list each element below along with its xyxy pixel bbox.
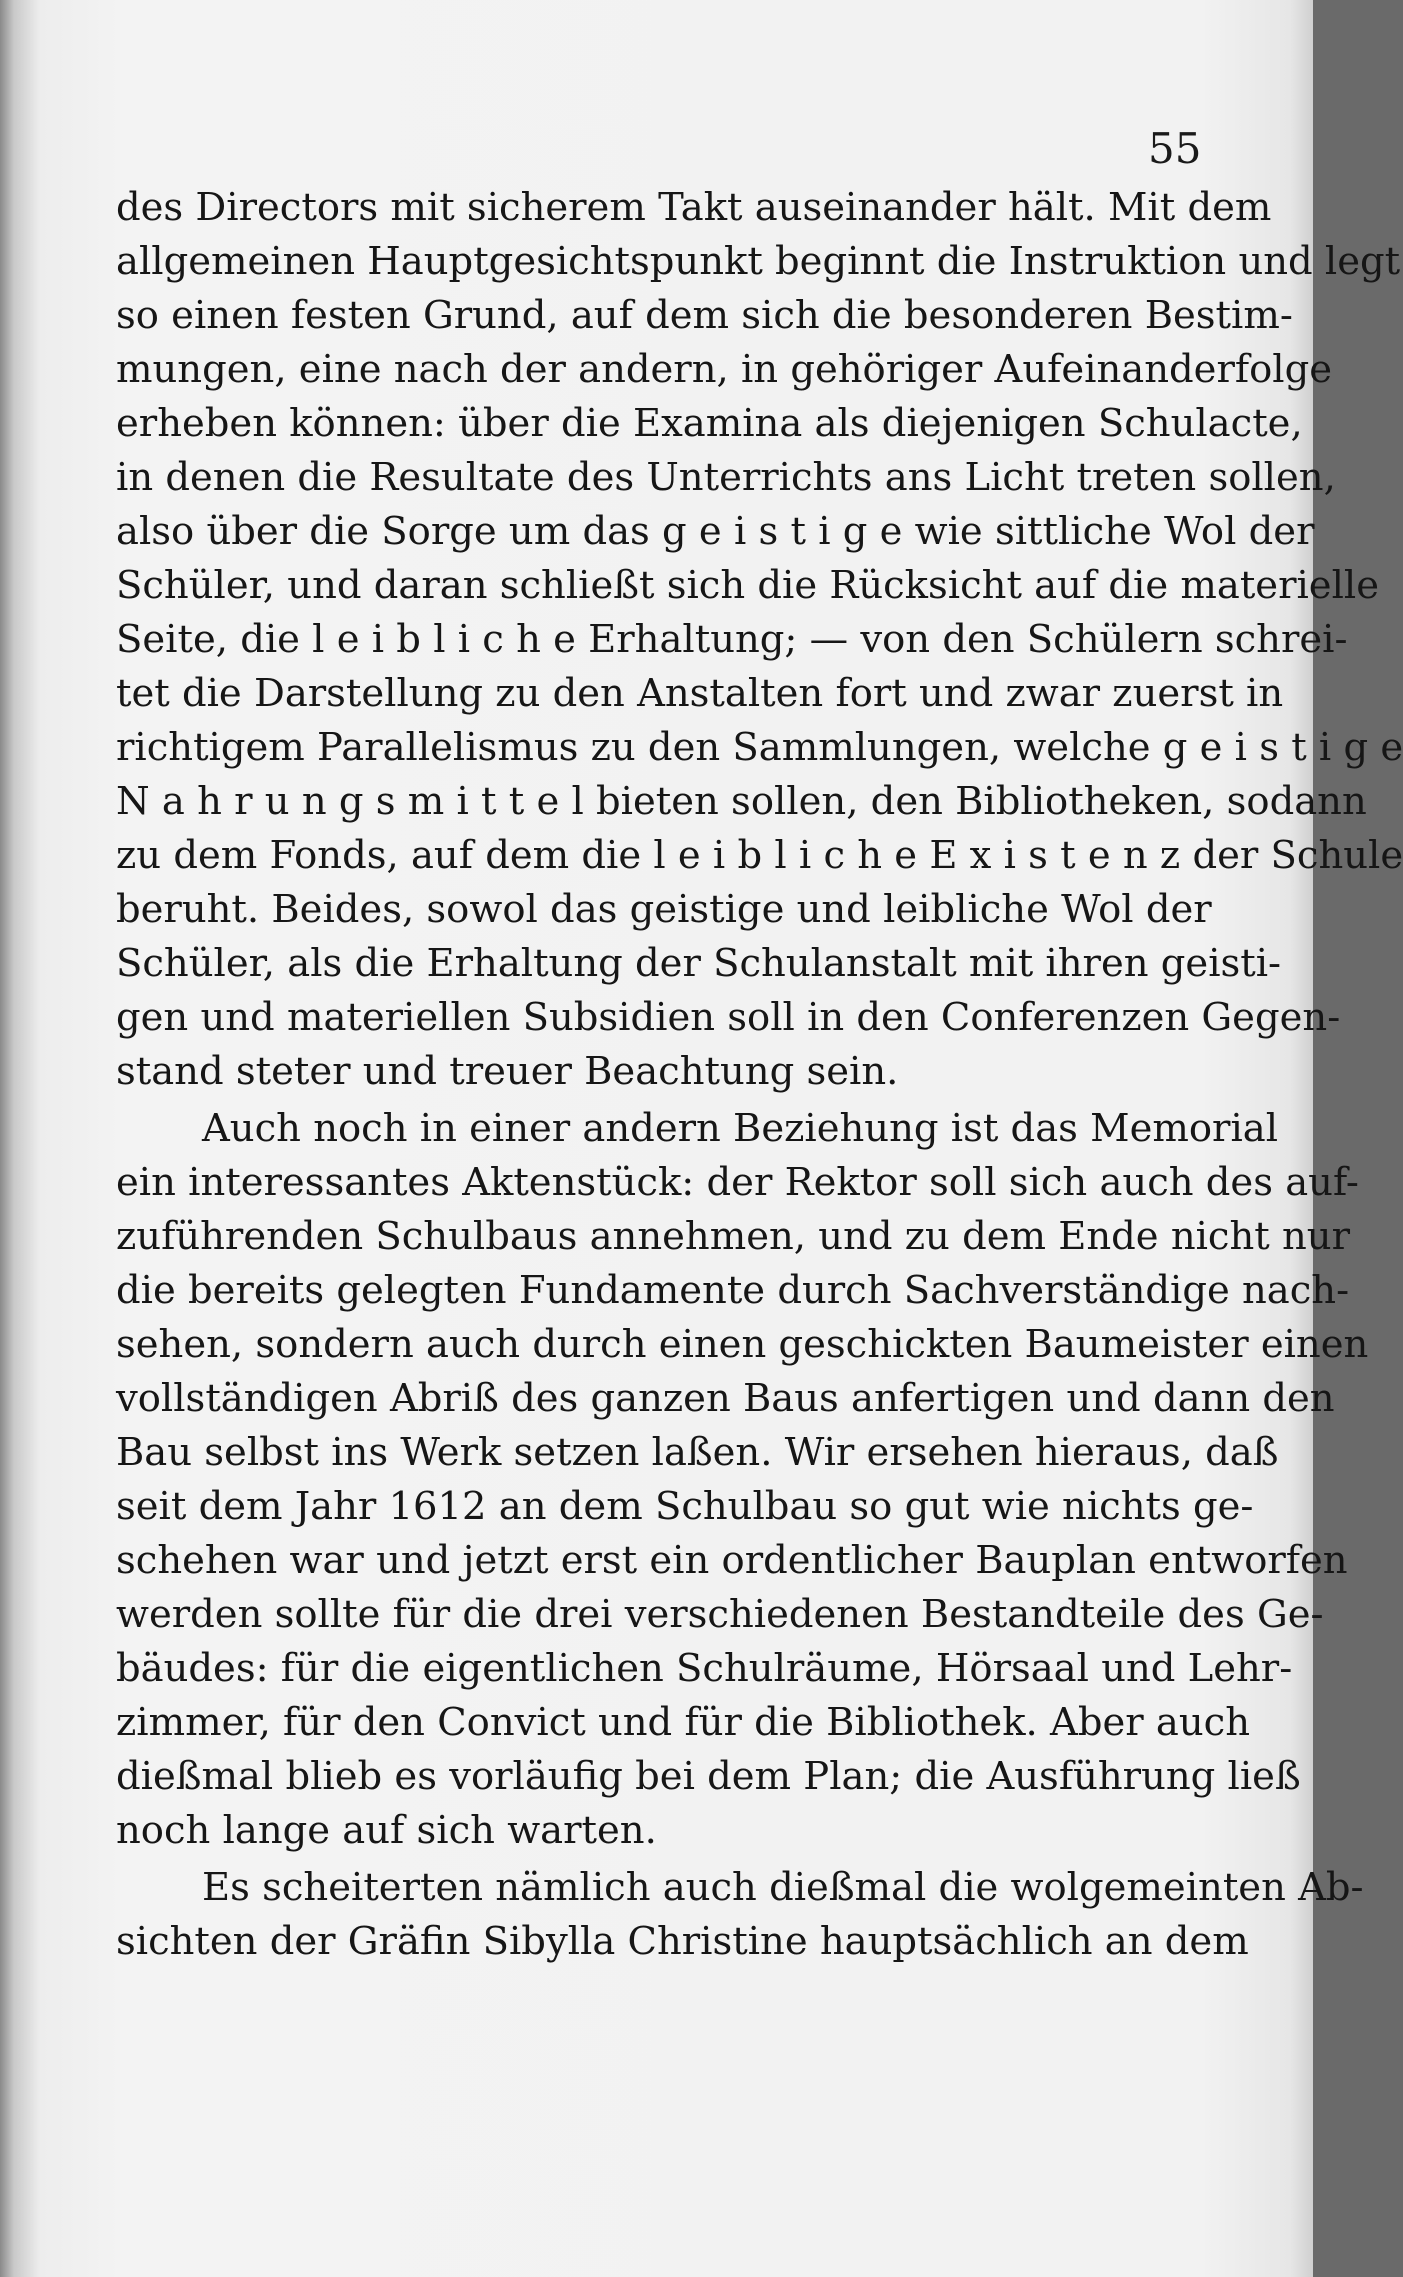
- page-number: 55: [1148, 124, 1202, 173]
- text-line: Schüler, als die Erhaltung der Schulanstalt mit ihren geisti-: [116, 941, 1282, 986]
- text-line: des Directors mit sicherem Takt auseinander hält. Mit dem: [116, 185, 1272, 230]
- text-line: gen und materiellen Subsidien soll in den Conferenzen Gegen-: [116, 995, 1341, 1040]
- text-line: dießmal blieb es vorläufig bei dem Plan; die Ausführung ließ: [116, 1754, 1301, 1799]
- text-line: in denen die Resultate des Unterrichts ans Licht treten sollen,: [116, 455, 1336, 500]
- text-line: richtigem Parallelismus zu den Sammlungen, welche g e i s t i g e: [116, 725, 1403, 770]
- text-line: also über die Sorge um das g e i s t i g e wie sittliche Wol der: [116, 509, 1315, 554]
- text-line: so einen festen Grund, auf dem sich die besonderen Bestim-: [116, 293, 1293, 338]
- text-line: mungen, eine nach der andern, in gehöriger Aufeinanderfolge: [116, 347, 1333, 392]
- text-line: beruht. Beides, sowol das geistige und leibliche Wol der: [116, 887, 1212, 932]
- text-line: allgemeinen Hauptgesichtspunkt beginnt die Instruktion und legt: [116, 239, 1401, 284]
- text-line: tet die Darstellung zu den Anstalten fort und zwar zuerst in: [116, 671, 1284, 716]
- text-line: die bereits gelegten Fundamente durch Sachverständige nach-: [116, 1268, 1350, 1313]
- text-line: Bau selbst ins Werk setzen laßen. Wir ersehen hieraus, daß: [116, 1430, 1279, 1475]
- text-line: seit dem Jahr 1612 an dem Schulbau so gut wie nichts ge-: [116, 1484, 1254, 1529]
- text-line: erheben können: über die Examina als diejenigen Schulacte,: [116, 401, 1303, 446]
- body-text: [116, 181, 1403, 1969]
- text-line: ein interessantes Aktenstück: der Rektor soll sich auch des auf-: [116, 1160, 1359, 1205]
- text-line: Schüler, und daran schließt sich die Rücksicht auf die materielle: [116, 563, 1379, 608]
- text-line: stand steter und treuer Beachtung sein.: [116, 1049, 899, 1094]
- text-line: werden sollte für die drei verschiedenen Bestandteile des Ge-: [116, 1592, 1324, 1637]
- text-line: zu dem Fonds, auf dem die l e i b l i c h e E x i s t e n z der Schule: [116, 833, 1403, 878]
- text-line: Es scheiterten nämlich auch dießmal die wolgemeinten Ab-: [202, 1865, 1364, 1910]
- text-line: zuführenden Schulbaus annehmen, und zu dem Ende nicht nur: [116, 1214, 1350, 1259]
- text-line: schehen war und jetzt erst ein ordentlicher Bauplan entworfen: [116, 1538, 1348, 1583]
- text-line: sichten der Gräfin Sibylla Christine hauptsächlich an dem: [116, 1919, 1249, 1964]
- text-line: N a h r u n g s m i t t e l bieten sollen, den Bibliotheken, sodann: [116, 779, 1367, 824]
- text-line: bäudes: für die eigentlichen Schulräume, Hörsaal und Lehr-: [116, 1646, 1293, 1691]
- text-line: vollständigen Abriß des ganzen Baus anfertigen und dann den: [116, 1376, 1335, 1421]
- text-line: sehen, sondern auch durch einen geschickten Baumeister einen: [116, 1322, 1369, 1367]
- text-line: Seite, die l e i b l i c h e Erhaltung; — von den Schülern schrei-: [116, 617, 1348, 662]
- text-line: Auch noch in einer andern Beziehung ist das Memorial: [202, 1106, 1279, 1151]
- text-line: zimmer, für den Convict und für die Bibliothek. Aber auch: [116, 1700, 1251, 1745]
- text-line: noch lange auf sich warten.: [116, 1808, 657, 1853]
